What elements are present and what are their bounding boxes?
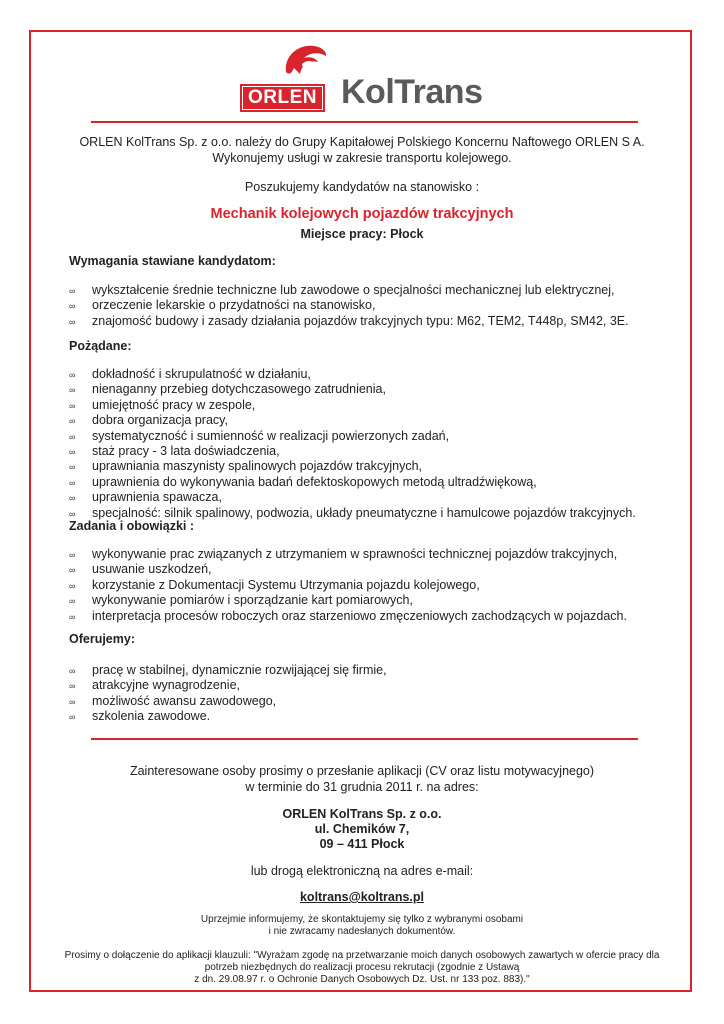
list-item: ∞ uprawniania maszynisty spalinowych pojazdów trakcyjnych, — [69, 459, 636, 474]
infinity-bullet-icon: ∞ — [69, 493, 76, 504]
list-item: ∞ możliwość awansu zawodowego, — [69, 694, 387, 709]
list-item: ∞ usuwanie uszkodzeń, — [69, 562, 627, 577]
infinity-bullet-icon: ∞ — [69, 385, 76, 396]
address-street: ul. Chemików 7, — [314, 822, 410, 836]
list-item: ∞ dobra organizacja pracy, — [69, 413, 636, 428]
offer-list — [69, 663, 387, 725]
email-link[interactable]: koltrans@koltrans.pl — [299, 890, 425, 904]
list-item: ∞ nienaganny przebieg dotychczasowego zatrudnienia, — [69, 382, 636, 397]
list-item: ∞ uprawnienia spawacza, — [69, 490, 636, 505]
contact-note-1: Uprzejmie informujemy, że skontaktujemy się tylko z wybranymi osobami — [200, 914, 524, 925]
job-location: Miejsce pracy: Płock — [300, 227, 424, 241]
infinity-bullet-icon: ∞ — [69, 508, 76, 519]
intro-line-1: ORLEN KolTrans Sp. z o.o. należy do Grupy Kapitałowej Polskiego Koncernu Naftowego ORLEN S A. — [79, 135, 645, 149]
list-item: ∞ znajomość budowy i zasady działania pojazdów trakcyjnych typu: M62, TEM2, T448p, SM42, 3E. — [69, 314, 629, 329]
list-item: ∞ staż pracy - 3 lata doświadczenia, — [69, 444, 636, 459]
list-item: ∞ interpretacja procesów roboczych oraz starzeniowo zmęczeniowych zachodzących w pojazdach. — [69, 609, 627, 624]
consent-clause-2: potrzeb niezbędnych do realizacji procesu rekrutacji (zgodnie z Ustawą — [204, 962, 520, 973]
list-item: ∞ umiejętność pracy w zespole, — [69, 398, 636, 413]
infinity-bullet-icon: ∞ — [69, 696, 76, 707]
consent-clause-3: z dn. 29.08.97 r. o Ochronie Danych Osobowych Dz. Ust. nr 133 poz. 883)." — [194, 974, 530, 985]
list-item: ∞ wykonywanie pomiarów i sporządzanie kart pomiarowych, — [69, 593, 627, 608]
address-company: ORLEN KolTrans Sp. z o.o. — [282, 807, 442, 821]
list-item: ∞ dokładność i skrupulatność w działaniu, — [69, 367, 636, 382]
requirements-list — [69, 283, 629, 329]
infinity-bullet-icon: ∞ — [69, 416, 76, 427]
list-item: ∞ orzeczenie lekarskie o przydatności na stanowisko, — [69, 298, 629, 313]
list-item: ∞ wykonywanie prac związanych z utrzymaniem w sprawności technicznej pojazdów trakcyjnych, — [69, 547, 627, 562]
bottom-divider — [91, 738, 638, 740]
infinity-bullet-icon: ∞ — [69, 666, 76, 676]
duties-list — [69, 547, 627, 624]
desired-heading: Pożądane: — [69, 339, 132, 353]
koltrans-wordmark: KolTrans — [341, 73, 483, 111]
infinity-bullet-icon: ∞ — [69, 596, 76, 607]
infinity-bullet-icon: ∞ — [69, 550, 76, 560]
apply-line-2: w terminie do 31 grudnia 2011 r. na adres: — [245, 780, 479, 794]
requirements-heading: Wymagania stawiane kandydatom: — [69, 254, 276, 268]
infinity-bullet-icon: ∞ — [69, 681, 76, 692]
list-item: ∞ specjalność: silnik spalinowy, podwozia, układy pneumatyczne i hamulcowe pojazdów trakcyjnych. — [69, 506, 636, 521]
contact-note-2: i nie zwracamy nadesłanych dokumentów. — [268, 926, 456, 937]
desired-list — [69, 367, 636, 521]
orlen-koltrans-logo — [240, 42, 490, 112]
infinity-bullet-icon: ∞ — [69, 431, 76, 442]
list-item: ∞ szkolenia zawodowe. — [69, 709, 387, 724]
list-item: ∞ wykształcenie średnie techniczne lub zawodowe o specjalności mechanicznej lub elektrycznej, — [69, 283, 629, 298]
top-divider — [91, 121, 638, 123]
orlen-badge: ORLEN — [240, 84, 325, 112]
infinity-bullet-icon: ∞ — [69, 477, 76, 488]
seeking-text: Poszukujemy kandydatów na stanowisko : — [244, 180, 480, 194]
address-city: 09 – 411 Płock — [319, 837, 405, 851]
job-title: Mechanik kolejowych pojazdów trakcyjnych — [210, 206, 514, 222]
infinity-bullet-icon: ∞ — [69, 301, 76, 312]
eagle-head-icon — [280, 42, 328, 82]
list-item: ∞ korzystanie z Dokumentacji Systemu Utrzymania pojazdu kolejowego, — [69, 578, 627, 593]
list-item: ∞ uprawnienia do wykonywania badań defektoskopowych metodą ultradźwiękową, — [69, 475, 636, 490]
infinity-bullet-icon: ∞ — [69, 611, 76, 622]
consent-clause-1: Prosimy o dołączenie do aplikacji klauzuli: "Wyrażam zgodę na przetwarzanie moich danych osobowych zawartych w ofercie pracy dla — [64, 950, 660, 961]
infinity-bullet-icon: ∞ — [69, 712, 76, 723]
infinity-bullet-icon: ∞ — [69, 400, 76, 411]
infinity-bullet-icon: ∞ — [69, 447, 76, 458]
infinity-bullet-icon: ∞ — [69, 370, 76, 380]
infinity-bullet-icon: ∞ — [69, 286, 76, 296]
list-item: ∞ systematyczność i sumienność w realizacji powierzonych zadań, — [69, 429, 636, 444]
email-intro: lub drogą elektroniczną na adres e-mail: — [250, 864, 474, 878]
apply-line-1: Zainteresowane osoby prosimy o przesłanie aplikacji (CV oraz listu motywacyjnego) — [129, 764, 595, 778]
duties-heading: Zadania i obowiązki : — [69, 519, 195, 533]
infinity-bullet-icon: ∞ — [69, 580, 76, 591]
list-item: ∞ atrakcyjne wynagrodzenie, — [69, 678, 387, 693]
intro-line-2: Wykonujemy usługi w zakresie transportu kolejowego. — [212, 151, 512, 165]
infinity-bullet-icon: ∞ — [69, 462, 76, 473]
offer-heading: Oferujemy: — [69, 632, 135, 646]
list-item: ∞ pracę w stabilnej, dynamicznie rozwijającej się firmie, — [69, 663, 387, 678]
infinity-bullet-icon: ∞ — [69, 565, 76, 576]
infinity-bullet-icon: ∞ — [69, 316, 76, 327]
